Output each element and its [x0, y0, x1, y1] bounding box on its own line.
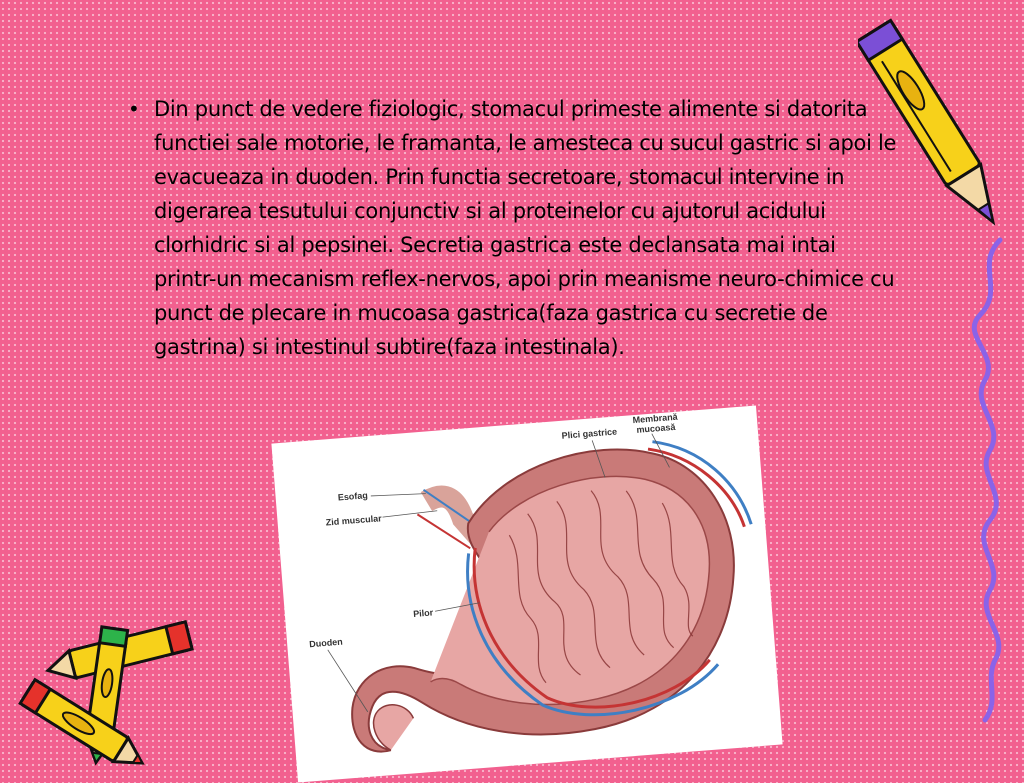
crossed-pencils-icon [0, 618, 210, 768]
paragraph-text: Din punct de vedere fiziologic, stomacul primeste alimente si datorita functiei sale motorie, le framanta, le amesteca cu sucul gastric si apoi le evacueaza in duoden. Prin functia secretoare, stomacul intervine in digerarea tesutului conjunctiv si al proteinelor cu ajutorul acidului clorhidric si al pepsinei. Secretia gastrica este declansata mai intai printr-un mecanism reflex-nervos, apoi prin meanisme neuro-chimice cu punct de plecare in mucoasa gastrica(faza gastrica cu secretie de gastrina) si intestinul subtire(faza intestinala). [154, 97, 897, 359]
label-membrana-line2: mucoasă [636, 421, 676, 435]
label-duoden: Duoden [308, 636, 344, 650]
bullet-dot: • [128, 97, 140, 121]
label-zid-muscular: Zid muscular [325, 513, 383, 528]
label-plici-gastrice: Plici gastrice [561, 426, 618, 441]
bullet-item [128, 92, 898, 364]
squiggle-line [960, 235, 1020, 725]
label-esofag: Esofag [337, 490, 369, 503]
label-membrana-line1: Membrană [632, 411, 678, 426]
pencil-icon [858, 4, 1008, 249]
label-pilor: Pilor [412, 607, 434, 619]
stomach-illustration [271, 405, 782, 782]
stomach-diagram [271, 405, 782, 782]
